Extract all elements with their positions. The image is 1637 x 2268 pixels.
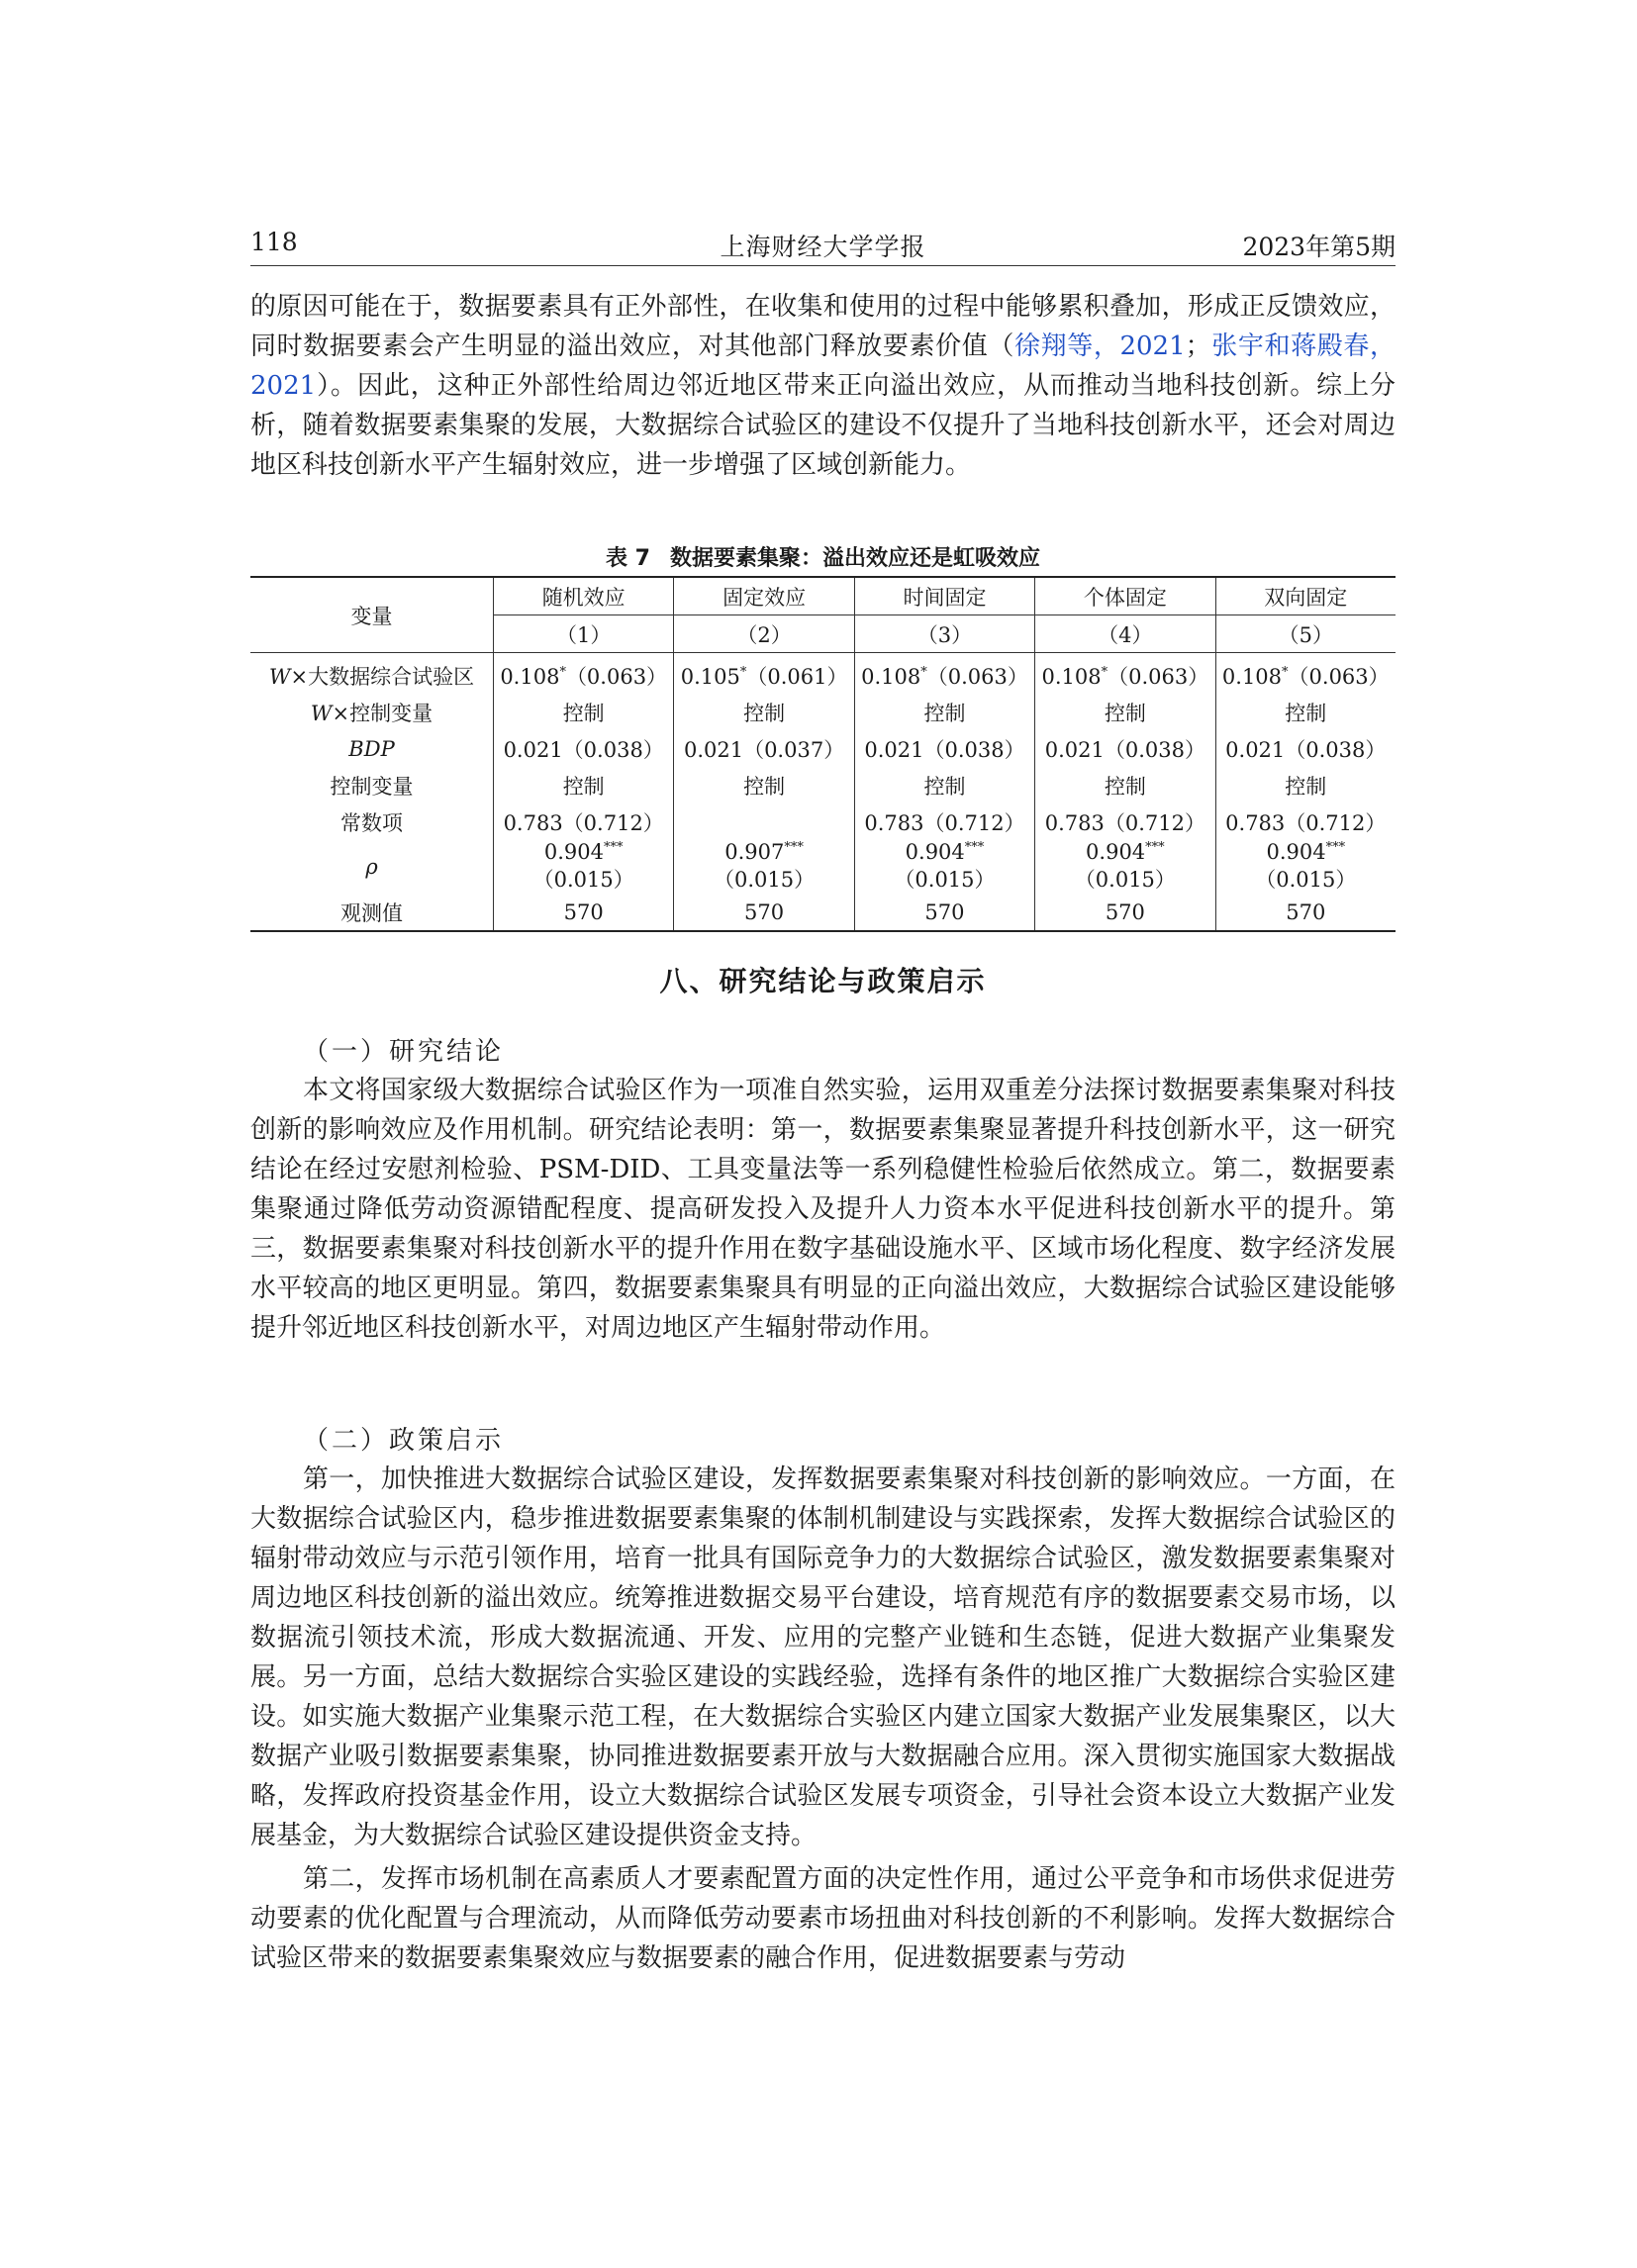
- cell-value: 0.108: [1221, 664, 1283, 689]
- row-label-text: 观测值: [340, 900, 403, 925]
- table-cell: [494, 767, 674, 803]
- policy-paragraph-1: 第一，加快推进大数据综合试验区建设，发挥数据要素集聚对科技创新的影响效应。一方面，在大数据综合试验区内，稳步推进数据要素集聚的体制机制建设与实践探索，发挥大数据综合试验区的辐射带动效应与示范引领作用，培育一批具有国际竞争力的大数据综合试验区，激发数据要素集聚对周边地区科技创新的溢出效应。统筹推进数据交易平台建设，培育规范有序的数据要素交易市场，以数据流引领技术流，形成大数据流通、开发、应用的完整产业链和生态链，促进大数据产业集聚发展。另一方面，总结大数据综合实验区建设的实践经验，选择有条件的地区推广大数据综合实验区建设。如实施大数据产业集聚示范工程，在大数据综合实验区内建立国家大数据产业发展集聚区，以大数据产业吸引数据要素集聚，协同推进数据要素开放与大数据融合应用。深入贯彻实施国家大数据战略，发挥政府投资基金作用，设立大数据综合试验区发展专项资金，引导社会资本设立大数据产业发展基金，为大数据综合试验区建设提供资金支持。: [250, 1465, 1396, 1850]
- section-heading: 八、研究结论与政策启示: [659, 965, 987, 997]
- cell-value: 控制: [562, 774, 605, 799]
- cell-value: 570: [924, 899, 965, 924]
- results-table: [250, 576, 1396, 932]
- standard-error: （0.063）: [1107, 664, 1209, 689]
- paragraph-text: ）。因此，这种正外部性给周边邻近地区带来正向溢出效应，从而推动当地科技创新。综上分析，随着数据要素集聚的发展，大数据综合试验区的建设不仅提升了当地科技创新水平，还会对周边地区科技创新水平产生辐射效应，进一步增强了区域创新能力。: [250, 371, 1396, 480]
- table-row: [250, 767, 1396, 803]
- table-cell: [1215, 803, 1396, 840]
- table-cell: [1035, 730, 1215, 767]
- significance-stars: *: [920, 664, 927, 680]
- standard-error: （0.015）: [1074, 868, 1176, 892]
- table-cell: [674, 767, 854, 803]
- table-row: [250, 803, 1396, 840]
- column-header: 双向固定: [1215, 577, 1396, 615]
- row-label: [250, 894, 494, 931]
- citation-separator: ；: [1185, 331, 1211, 361]
- row-label-text: 常数项: [340, 810, 403, 835]
- conclusion-paragraph: 本文将国家级大数据综合试验区作为一项准自然实验，运用双重差分法探讨数据要素集聚对科技创新的影响效应及作用机制。研究结论表明：第一，数据要素集聚显著提升科技创新水平，这一研究结论在经过安慰剂检验、PSM-DID、工具变量法等一系列稳健性检验后依然成立。第二，数据要素集聚通过降低劳动资源错配程度、提高研发投入及提升人力资本水平促进科技创新水平的提升。第三，数据要素集聚对科技创新水平的提升作用在数字基础设施水平、区域市场化程度、数字经济发展水平较高的地区更明显。第四，数据要素集聚具有明显的正向溢出效应，大数据综合试验区建设能够提升邻近地区科技创新水平，对周边地区产生辐射带动作用。: [250, 1076, 1396, 1343]
- column-number: （2）: [674, 615, 854, 653]
- table-cell: [1215, 767, 1396, 803]
- table-cell: [1035, 767, 1215, 803]
- table-cell: [1215, 840, 1396, 894]
- significance-stars: *: [1101, 664, 1108, 680]
- column-header: 固定效应: [674, 577, 854, 615]
- column-header: 个体固定: [1035, 577, 1215, 615]
- table-cell: [854, 840, 1034, 894]
- cell-value: 0.105: [680, 664, 740, 689]
- standard-error: （0.015）: [894, 868, 996, 892]
- table-cell: [1035, 840, 1215, 894]
- significance-stars: *: [739, 664, 747, 680]
- cell-value: 控制: [1104, 701, 1146, 725]
- column-number: （4）: [1035, 615, 1215, 653]
- table-cell: [1035, 694, 1215, 730]
- intro-paragraph-block: [250, 287, 1396, 485]
- row-label-symbol: ρ: [365, 855, 378, 879]
- cell-value: 控制: [562, 701, 605, 725]
- citation-link[interactable]: 张宇和蒋殿春，2021: [250, 331, 1396, 401]
- table-cell: [854, 653, 1034, 695]
- table-cell: [494, 730, 674, 767]
- standard-error: （0.015）: [532, 868, 634, 892]
- row-label-symbol: W: [310, 701, 333, 725]
- table-cell: [494, 653, 674, 695]
- row-label-text: ×大数据综合试验区: [290, 664, 475, 689]
- table-row: [250, 694, 1396, 730]
- paragraph-text: 的原因可能在于，数据要素具有正外部性，在收集和使用的过程中能够累积叠加，形成正反馈效应，同时数据要素会产生明显的溢出效应，对其他部门释放要素价值（: [250, 292, 1396, 361]
- table-cell: [1215, 730, 1396, 767]
- standard-error: （0.063）: [1288, 664, 1390, 689]
- table-cell: [1215, 653, 1396, 695]
- cell-value: 0.904: [1086, 840, 1146, 864]
- significance-stars: ***: [604, 840, 624, 855]
- row-label: [250, 653, 494, 695]
- cell-value: 控制: [1285, 774, 1327, 799]
- cell-value: 0.021（0.038）: [503, 737, 664, 762]
- row-label: [250, 803, 494, 840]
- table-title: 数据要素集聚：溢出效应还是虹吸效应: [669, 546, 1040, 571]
- table-cell: [674, 803, 854, 840]
- conclusion-paragraph-block: [250, 1071, 1396, 1348]
- column-header: 随机效应: [494, 577, 674, 615]
- row-label: [250, 694, 494, 730]
- table-cell: [674, 694, 854, 730]
- standard-error: （0.015）: [714, 868, 816, 892]
- standard-error: （0.015）: [1255, 868, 1357, 892]
- table-cell: [1035, 803, 1215, 840]
- row-label: [250, 730, 494, 767]
- table-cell: [1215, 894, 1396, 931]
- table-cell: [494, 894, 674, 931]
- cell-value: 0.904: [543, 840, 604, 864]
- column-number: （5）: [1215, 615, 1396, 653]
- cell-value: 控制: [1285, 701, 1327, 725]
- cell-value: 0.108: [500, 664, 560, 689]
- cell-value: 控制: [743, 701, 786, 725]
- cell-value: 0.021（0.038）: [864, 737, 1025, 762]
- journal-title: 上海财经大学学报: [720, 233, 926, 261]
- cell-value: 控制: [923, 774, 966, 799]
- cell-value: 0.783（0.712）: [1225, 810, 1387, 835]
- column-number: （1）: [494, 615, 674, 653]
- row-label-symbol: W: [268, 664, 291, 689]
- cell-value: 0.783（0.712）: [1044, 810, 1205, 835]
- row-label-text: ×控制变量: [332, 701, 433, 725]
- cell-value: 控制: [923, 701, 966, 725]
- cell-value: 0.021（0.038）: [1044, 737, 1205, 762]
- cell-value: 控制: [1104, 774, 1146, 799]
- row-label-symbol: BDP: [348, 736, 395, 761]
- issue-label: 2023年第5期: [1242, 233, 1396, 261]
- cell-value: 0.904: [905, 840, 965, 864]
- cell-value: 570: [744, 899, 785, 924]
- cell-value: 0.783（0.712）: [503, 810, 664, 835]
- intro-paragraph: [250, 287, 1396, 485]
- cell-value: 0.021（0.037）: [683, 737, 845, 762]
- table-cell: [674, 730, 854, 767]
- table-row: [250, 653, 1396, 695]
- policy-paragraph-block: [250, 1460, 1396, 1978]
- table-row: [250, 730, 1396, 767]
- cell-value: 0.108: [1041, 664, 1102, 689]
- table-label: 表 7: [606, 546, 650, 571]
- cell-value: 0.108: [861, 664, 921, 689]
- table-cell: [1035, 653, 1215, 695]
- significance-stars: ***: [1325, 840, 1346, 855]
- cell-value: 0.021（0.038）: [1225, 737, 1387, 762]
- table-cell: [674, 653, 854, 695]
- policy-paragraph-2: 第二，发挥市场机制在高素质人才要素配置方面的决定性作用，通过公平竞争和市场供求促进劳动要素的优化配置与合理流动，从而降低劳动要素市场扭曲对科技创新的不利影响。发挥大数据综合试验区带来的数据要素集聚效应与数据要素的融合作用，促进数据要素与劳动: [250, 1864, 1396, 1973]
- row-label-text: 控制变量: [330, 774, 414, 799]
- variable-header: 变量: [250, 577, 494, 653]
- cell-value: 0.904: [1266, 840, 1326, 864]
- table-row: [250, 840, 1396, 894]
- row-label: [250, 840, 494, 894]
- table-cell: [674, 840, 854, 894]
- table-cell: [494, 840, 674, 894]
- table-cell: [854, 767, 1034, 803]
- row-label: [250, 767, 494, 803]
- table-caption: [250, 541, 1396, 572]
- table-cell: [854, 694, 1034, 730]
- cell-value: 0.907: [724, 840, 785, 864]
- significance-stars: ***: [964, 840, 985, 855]
- cell-value: 570: [1105, 899, 1145, 924]
- standard-error: （0.063）: [926, 664, 1028, 689]
- citation-link[interactable]: 徐翔等，2021: [1013, 331, 1186, 361]
- table-cell: [854, 894, 1034, 931]
- table-cell: [674, 894, 854, 931]
- significance-stars: ***: [784, 840, 804, 855]
- significance-stars: *: [559, 664, 566, 680]
- cell-value: 0.783（0.712）: [864, 810, 1025, 835]
- table-cell: [494, 803, 674, 840]
- column-header: 时间固定: [854, 577, 1034, 615]
- standard-error: （0.061）: [746, 664, 848, 689]
- subsection-heading: （一）研究结论: [303, 1037, 505, 1067]
- page-number: 118: [250, 228, 298, 256]
- running-header: [250, 226, 1396, 266]
- table-cell: [1035, 894, 1215, 931]
- subsection-heading: （二）政策启示: [303, 1426, 505, 1456]
- table-cell: [1215, 694, 1396, 730]
- significance-stars: ***: [1145, 840, 1165, 855]
- cell-value: 570: [563, 899, 604, 924]
- table-cell: [854, 803, 1034, 840]
- cell-value: 控制: [743, 774, 786, 799]
- significance-stars: *: [1282, 664, 1289, 680]
- standard-error: （0.063）: [565, 664, 668, 689]
- table-row: [250, 894, 1396, 931]
- column-number: （3）: [854, 615, 1034, 653]
- table-cell: [494, 694, 674, 730]
- table-cell: [854, 730, 1034, 767]
- cell-value: 570: [1286, 899, 1326, 924]
